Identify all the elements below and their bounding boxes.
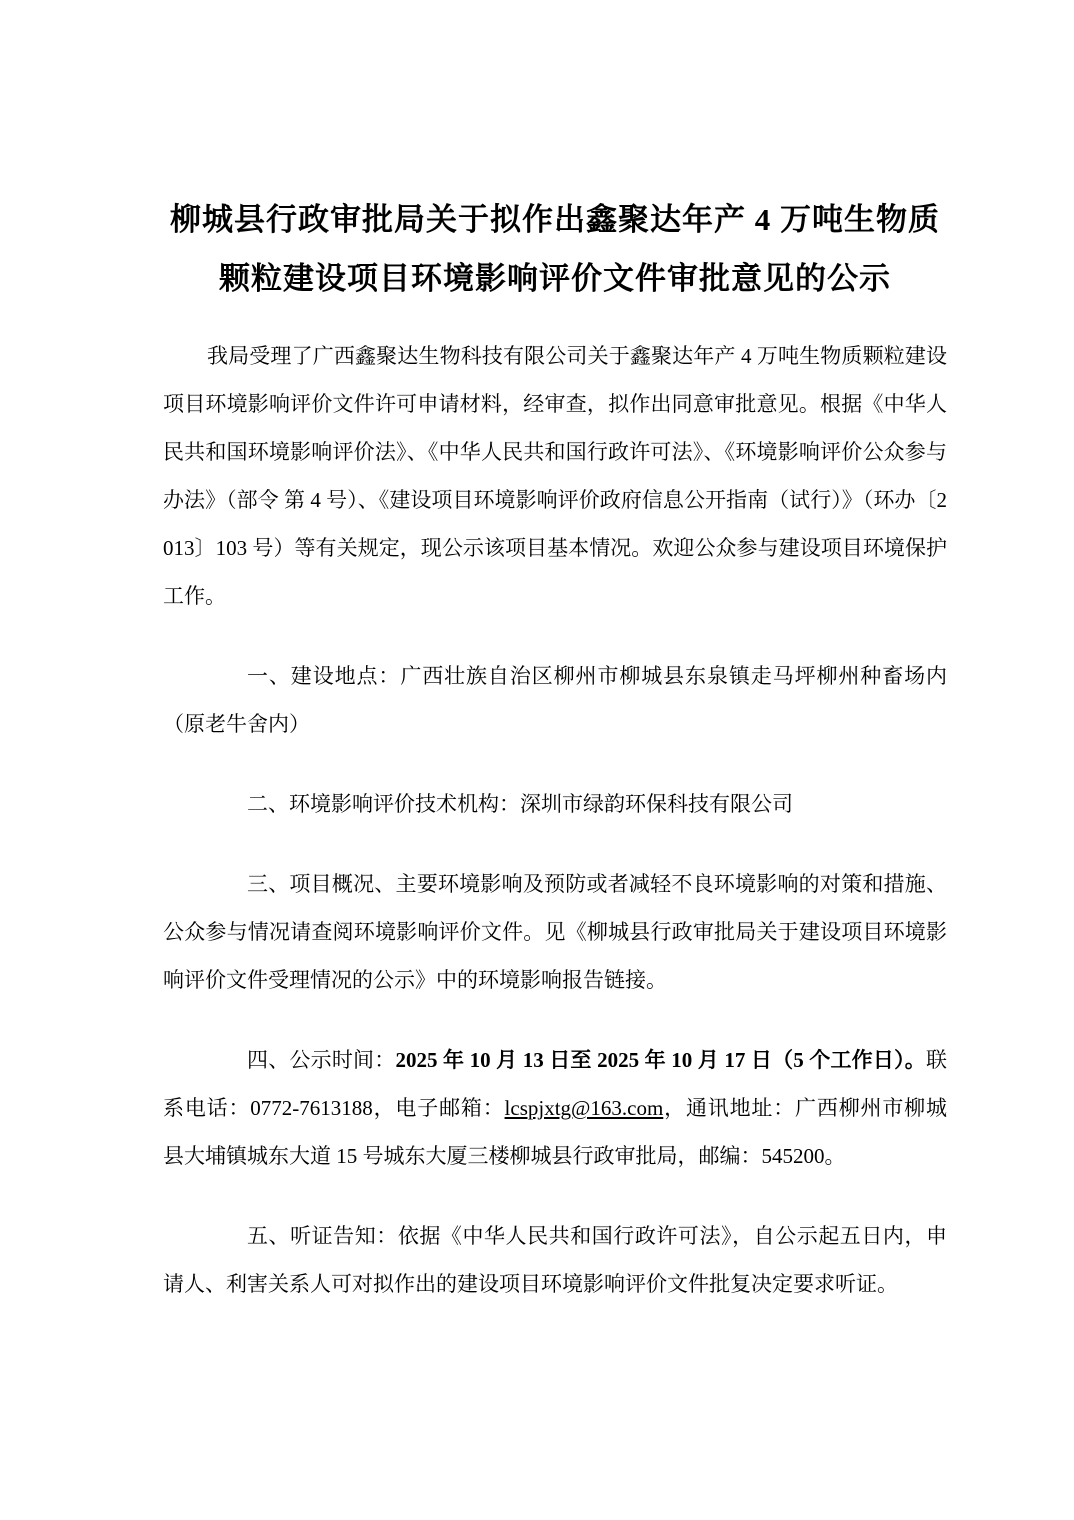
notice-title-line-1: 柳城县行政审批局关于拟作出鑫聚达年产 4 万吨生物质	[170, 202, 940, 237]
section-location: 一、建设地点：广西壮族自治区柳州市柳城县东泉镇走马坪柳州种畜场内（原老牛舍内）	[163, 664, 947, 736]
notice-title	[163, 190, 947, 308]
email-link[interactable]: lcspjxtg@163.com	[504, 1096, 664, 1120]
intro-paragraph: 我局受理了广西鑫聚达生物科技有限公司关于鑫聚达年产 4 万吨生物质颗粒建设项目环境影响评价文件许可申请材料，经审查，拟作出同意审批意见。根据《中华人民共和国环境影响评价法》、《中华人民共和国行政许可法》、《环境影响评价公众参与办法》（部令 第 4 号）、《建设项目环境影响评价政府信息公开指南（试行）》（环办〔2013〕103 号）等有关规定，现公示该项目基本情况。欢迎公众参与建设项目环境保护工作。	[163, 344, 947, 608]
notice-title-line-2: 颗粒建设项目环境影响评价文件审批意见的公示	[219, 261, 891, 296]
publicity-period: 2025 年 10 月 13 日至 2025 年 10 月 17 日（5 个工作日）。	[395, 1048, 926, 1072]
publicity-contact-prefix: 联系电话：0772-7613188，电子邮箱：	[163, 1048, 947, 1120]
publicity-label: 四、公示时间：	[247, 1048, 396, 1072]
section-agency: 二、环境影响评价技术机构：深圳市绿韵环保科技有限公司	[247, 792, 793, 816]
publicity-contact-suffix: ，通讯地址：广西柳州市柳城县大埔镇城东大道 15 号城东大厦三楼柳城县行政审批局，邮编：545200。	[163, 1096, 947, 1168]
section-overview: 三、项目概况、主要环境影响及预防或者减轻不良环境影响的对策和措施、公众参与情况请查阅环境影响评价文件。见《柳城县行政审批局关于建设项目环境影响评价文件受理情况的公示》中的环境影响报告链接。	[163, 872, 947, 992]
section-publicity	[163, 1036, 947, 1180]
section-hearing: 五、听证告知：依据《中华人民共和国行政许可法》，自公示起五日内，申请人、利害关系人可对拟作出的建设项目环境影响评价文件批复决定要求听证。	[163, 1224, 947, 1296]
